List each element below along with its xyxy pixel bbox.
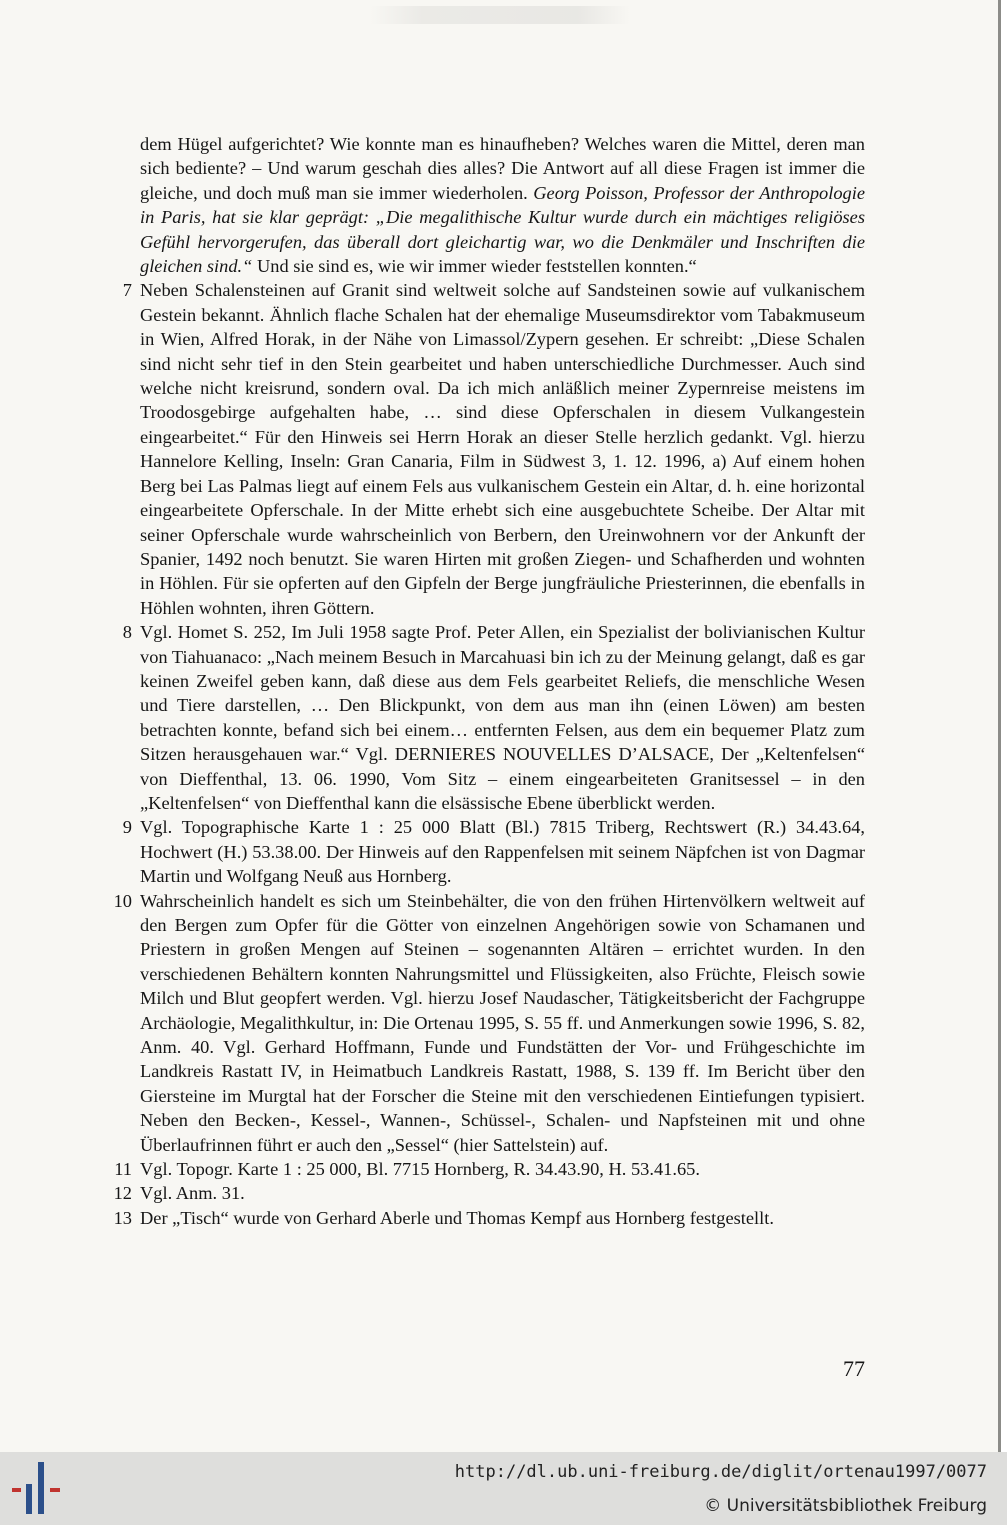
footnote-number: 9: [122, 817, 132, 838]
footnote-number: 10: [113, 890, 132, 911]
footnote-number: 12: [113, 1183, 132, 1204]
page-number: 77: [843, 1356, 865, 1381]
intro-italic-quote: Georg Poisson, Professor der Anthropologie in Paris, hat sie klar geprägt: „Die megalithische Kultur wurde durch ein mächtiges religiöses Gefühl hervorgerufen, das überall dort gleichartig war, wo die Denkmäler und Inschriften die gleichen sind.“: [140, 182, 865, 277]
footnote-8: [95, 620, 865, 815]
footnote-number: 8: [122, 622, 132, 643]
footnote-text: Vgl. Homet S. 252, Im Juli 1958 sagte Prof. Peter Allen, ein Spezialist der bolivianischen Kultur von Tiahuanaco: „Nach meinem Besuch in Marcahuasi bin ich zu der Meinung gelangt, daß es gar keinen Zweifel geben kann, daß diese aus dem Fels gearbeitet Reliefs, die menschliche Wesen und Tiere darstellen, … Den Blickpunkt, von dem aus man ihn (einen Löwen) am besten betrachten konnte, befand sich bei einem… entfernten Felsen, aus dem ein bequemer Platz zum Sitzen herausgehauen war.“ Vgl. DERNIERES NOUVELLES D’ALSACE, Der „Keltenfelsen“ von Dieffenthal, 13. 06. 1990, Vom Sitz – einem eingearbeiteten Granitsessel – in den „Keltenfelsen“ von Dieffenthal kann die elsässische Ebene überblickt werden.: [140, 622, 865, 813]
footnote-9: [95, 815, 865, 888]
footnote-7: [95, 278, 865, 620]
footnote-number: 13: [113, 1207, 132, 1228]
viewer-footer: [0, 1452, 1007, 1525]
footnote-text: Vgl. Topogr. Karte 1 : 25 000, Bl. 7715 Hornberg, R. 34.43.90, H. 53.41.65.: [140, 1159, 700, 1180]
footnote-text: Vgl. Anm. 31.: [140, 1183, 245, 1204]
footnote-text: Vgl. Topographische Karte 1 : 25 000 Blatt (Bl.) 7815 Triberg, Rechtswert (R.) 34.43.64, Hochwert (H.) 53.38.00. Der Hinweis auf den Rappenfelsen mit seinem Näpfchen ist von Dagmar Martin und Wolfgang Neuß aus Hornberg.: [140, 817, 865, 887]
permalink-url[interactable]: http://dl.ub.uni-freiburg.de/diglit/ortenau1997/0077: [454, 1462, 987, 1482]
footnote-13: [95, 1206, 865, 1230]
footnote-10: [95, 889, 865, 1157]
footnote-12: [95, 1181, 865, 1205]
footnotes-text: [95, 132, 865, 1230]
intro-text-1: dem Hügel aufgerichtet? Wie konnte man es hinaufheben? Welches waren die Mittel, deren man sich bediente? – Und warum geschah dies alles? Die Antwort auf all diese Fragen ist immer die gleiche, und doch muß man sie immer wiederholen.: [140, 134, 865, 203]
intro-text-2: Und sie sind es, wie wir immer wieder feststellen konnten.“: [252, 256, 697, 277]
footnote-text: Der „Tisch“ wurde von Gerhard Aberle und Thomas Kempf aus Hornberg festgestellt.: [140, 1207, 774, 1228]
ub-freiburg-logo-icon[interactable]: [12, 1462, 66, 1516]
footnote-text: Neben Schalensteinen auf Granit sind weltweit solche auf Sandsteinen sowie auf vulkanischem Gestein bekannt. Ähnlich flache Schalen hat der ehemalige Museumsdirektor vom Tabakmuseum in Wien, Alfred Horak, in der Nähe von Limassol/Zypern gesehen. Er schreibt: „Diese Schalen sind nicht sehr tief in den Stein gearbeitet und haben unterschiedliche Durchmesser. Auch sind welche nicht kreisrund, sondern oval. Da ich mich anläßlich meiner Zypernreise meistens im Troodosgebirge aufgehalten habe, … sind diese Opferschalen in diesem Vulkangestein eingearbeitet.“ Für den Hinweis sei Herrn Horak an dieser Stelle herzlich gedankt. Vgl. hierzu Hannelore Kelling, Inseln: Gran Canaria, Film in Südwest 3, 1. 12. 1996, a) Auf einem hohen Berg bei Las Palmas liegt auf einem Fels aus vulkanischem Gestein ein Altar, d. h. eine horizontal eingearbeitete Opferschale. In der Mitte erhebt sich eine ausgebuchtete Scheibe. Der Altar mit seiner Opferschale wurde wahrscheinlich von Berbern, den Ureinwohnern vor der Ankunft der Spanier, 1492 noch benutzt. Sie waren Hirten mit großen Ziegen- und Schafherden und wohnten in Höhlen. Für sie opferten auf den Gipfeln der Berge jungfräuliche Priesterinnen, die ebenfalls in Höhlen wohnten, ihren Göttern.: [140, 280, 865, 618]
footnote-number: 11: [114, 1159, 132, 1180]
footnote-text: Wahrscheinlich handelt es sich um Steinbehälter, die von den frühen Hirtenvölkern weltweit auf den Bergen zum Opfer für die Götter von einzelnen Angehörigen sowie von Schamanen und Priestern in großen Mengen auf Steinen – sogenannten Altären – errichtet wurden. In den verschiedenen Behältern konnten Nahrungsmittel und Flüssigkeiten, also Früchte, Fleisch sowie Milch und Blut geopfert werden. Vgl. hierzu Josef Naudascher, Tätigkeitsbericht der Fachgruppe Archäologie, Megalithkultur, in: Die Ortenau 1995, S. 55 ff. und Anmerkungen sowie 1996, S. 82, Anm. 40. Vgl. Gerhard Hoffmann, Funde und Fundstätten der Vor- und Frühgeschichte im Landkreis Rastatt IV, in Heimatbuch Landkreis Rastatt, 1988, S. 139 ff. Im Bericht über den Giersteine im Murgtal hat der Forscher die Steine mit den verschiedenen Eintiefungen typisiert. Neben den Becken-, Kessel-, Wannen-, Schüssel-, Schalen- und Napfsteinen mit und ohne Überlaufrinnen führt er auch den „Sessel“ (hier Sattelstein) auf.: [140, 890, 865, 1155]
footnote-number: 7: [122, 280, 132, 301]
footnote-11: [95, 1157, 865, 1181]
continued-paragraph: [140, 132, 865, 278]
copyright-notice: © Universitätsbibliothek Freiburg: [704, 1496, 987, 1516]
bleed-through-header: [370, 6, 630, 24]
